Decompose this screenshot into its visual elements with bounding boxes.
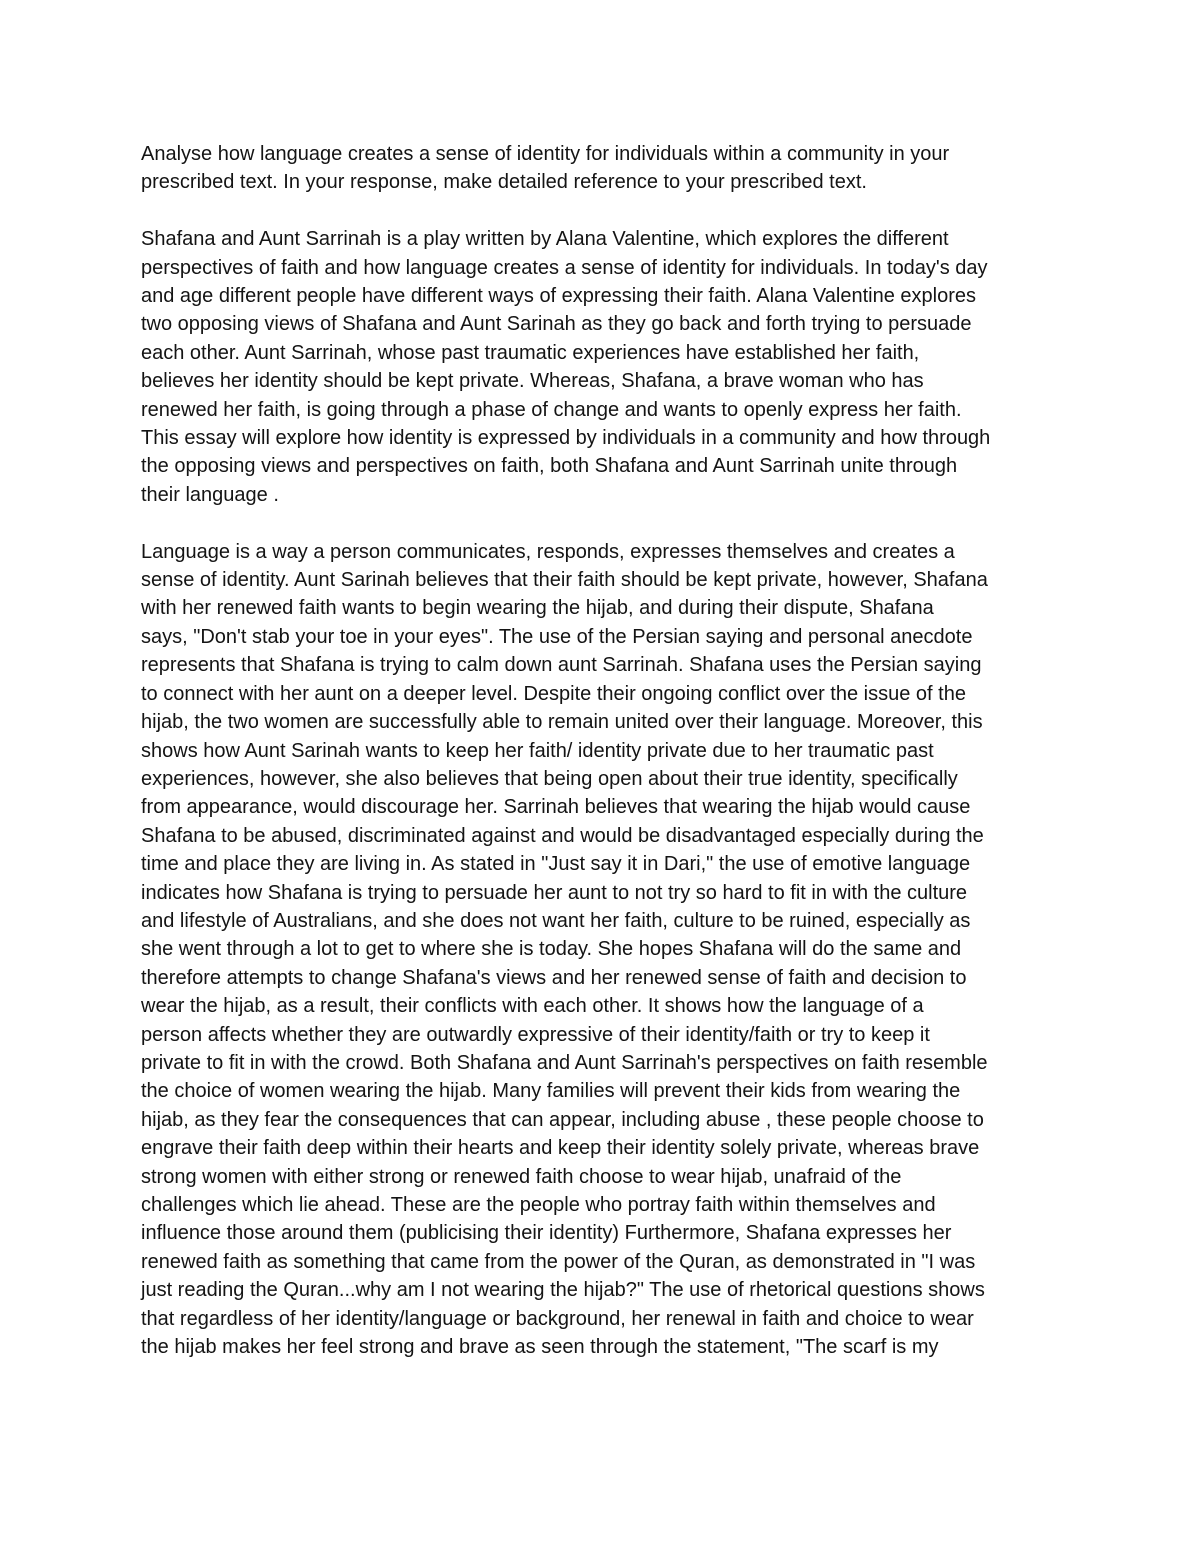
body-paragraph: Language is a way a person communicates, responds, expresses themselves and creates a sense of identity. Aunt Sarinah believes that their faith should be kept private, however, Shafana with her renewed faith wants to begin wearing the hijab, and during their dispute, Shafana says, "Don't stab your toe in your eyes". The use of the Persian saying and personal anecdote represents that Shafana is trying to calm down aunt Sarrinah. Shafana uses the Persian saying to connect with her aunt on a deeper level. Despite their ongoing conflict over the issue of the hijab, the two women are successfully able to remain united over their language. Moreover, this shows how Aunt Sarinah wants to keep her faith/ identity private due to her traumatic past experiences, however, she also believes that being open about their true identity, specifically from appearance, would discourage her. Sarrinah believes that wearing the hijab would cause Shafana to be abused, discriminated against and would be disadvantaged especially during the time and place they are living in. As stated in "Just say it in Dari," the use of emotive language indicates how Shafana is trying to persuade her aunt to not try so hard to fit in with the culture and lifestyle of Australians, and she does not want her faith, culture to be ruined, especially as she went through a lot to get to where she is today. She hopes Shafana will do the same and therefore attempts to change Shafana's views and her renewed sense of faith and decision to wear the hijab, as a result, their conflicts with each other. It shows how the language of a person affects whether they are outwardly expressive of their identity/faith or try to keep it private to fit in with the crowd. Both Shafana and Aunt Sarrinah's perspectives on faith resemble the choice of women wearing the hijab. Many families will prevent their kids from wearing the hijab, as they fear the consequences that can appear, including abuse , these people choose to engrave their faith deep within their hearts and keep their identity solely private, whereas brave strong women with either strong or renewed faith choose to wear hijab, unafraid of the challenges which lie ahead. These are the people who portray faith within themselves and influence those around them (publicising their identity) Furthermore, Shafana expresses her renewed faith as something that came from the power of the Quran, as demonstrated in "I was just reading the Quran...why am I not wearing the hijab?" The use of rhetorical questions shows that regardless of her identity/language or background, her renewal in faith and choice to wear the hijab makes her feel strong and brave as seen through the statement, "The scarf is my — [141, 540, 988, 1359]
essay-question: Analyse how language creates a sense of identity for individuals within a community in your prescribed text. In your response, make detailed reference to your prescribed text. — [141, 143, 950, 194]
introduction-paragraph: Shafana and Aunt Sarrinah is a play written by Alana Valentine, which explores the different perspectives of faith and how language creates a sense of identity for individuals. In today's day and age different people have different ways of expressing their faith. Alana Valentine explores two opposing views of Shafana and Aunt Sarinah as they go back and forth trying to persuade each other. Aunt Sarrinah, whose past traumatic experiences have established her faith, believes her identity should be kept private. Whereas, Shafana, a brave woman who has renewed her faith, is going through a phase of change and wants to openly express her faith. This essay will explore how identity is expressed by individuals in a community and how through the opposing views and perspectives on faith, both Shafana and Aunt Sarrinah unite through their language . — [141, 228, 991, 506]
